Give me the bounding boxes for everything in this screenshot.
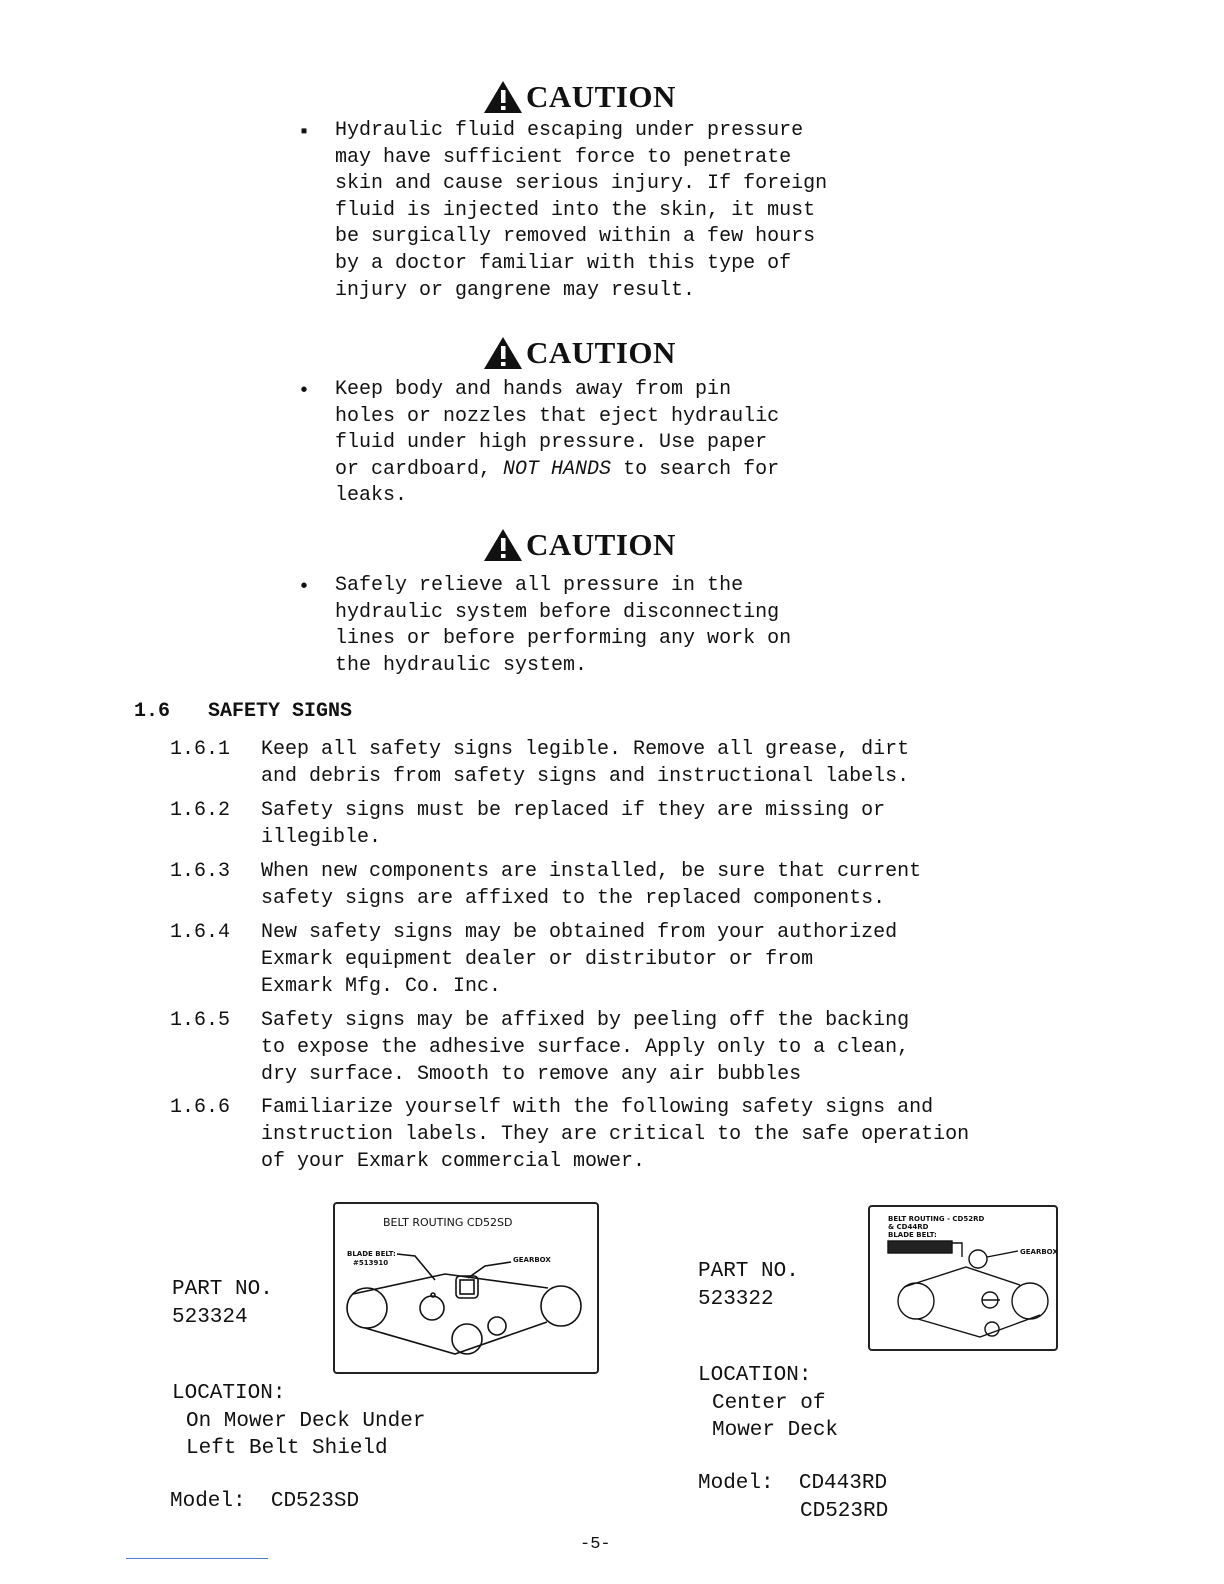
diagram-title: BELT ROUTING - CD52RD [888, 1215, 985, 1223]
part-number-block: PART NO. 523324 [172, 1278, 273, 1329]
bullet-icon: ▪ [298, 121, 311, 144]
bullet-icon: • [298, 576, 311, 599]
caution-title: CAUTION [526, 335, 676, 370]
caution-text-2: Keep body and hands away from pin holes or nozzles that eject hydraulic fluid under high pressure. Use paper or cardboard, NOT HANDS to search for leaks. [335, 378, 780, 508]
caution-heading-2 [482, 333, 676, 373]
model-block: Model: CD443RD CD523RD [698, 1472, 889, 1523]
caution-title: CAUTION [526, 527, 676, 562]
belt-routing-diagram: BELT ROUTING - CD52RD & CD44RD BLADE BELT: GEARBOX [868, 1205, 1058, 1351]
warning-triangle-icon [482, 527, 524, 563]
location-block: LOCATION: Center of Mower Deck [698, 1364, 839, 1442]
diagram-title: BELT ROUTING CD52SD [383, 1216, 513, 1229]
belt-routing-drawing [335, 1204, 597, 1372]
caution-text-1: Hydraulic fluid escaping under pressure may have sufficient force to penetrate skin and cause serious injury. If foreign fluid is injected into the skin, it must be surgically removed within a few hours by a doctor familiar with this type of injury or gangrene may result. [335, 119, 828, 302]
section-heading: 1.6 SAFETY SIGNS [134, 700, 353, 723]
warning-triangle-icon [482, 335, 524, 371]
caution-title: CAUTION [526, 79, 676, 114]
location-block: LOCATION: On Mower Deck Under Left Belt Shield [172, 1382, 426, 1460]
caution-text-3: Safely relieve all pressure in the hydraulic system before disconnecting lines or before performing any work on the hydraulic system. [335, 574, 792, 677]
caution-heading-3 [482, 525, 676, 565]
not-hands-emphasis: NOT HANDS [503, 457, 612, 481]
caution-heading-1 [482, 77, 676, 117]
bullet-icon: • [298, 380, 311, 403]
part-number-block: PART NO. 523322 [698, 1260, 799, 1311]
model-block: Model: CD523SD [170, 1490, 360, 1513]
warning-triangle-icon [482, 79, 524, 115]
belt-routing-diagram: BELT ROUTING CD52SD BLADE BELT: #513910 GEARBOX [333, 1202, 599, 1374]
page-number: -5- [580, 1535, 611, 1554]
footer-rule [126, 1558, 268, 1559]
belt-routing-drawing [870, 1207, 1056, 1349]
